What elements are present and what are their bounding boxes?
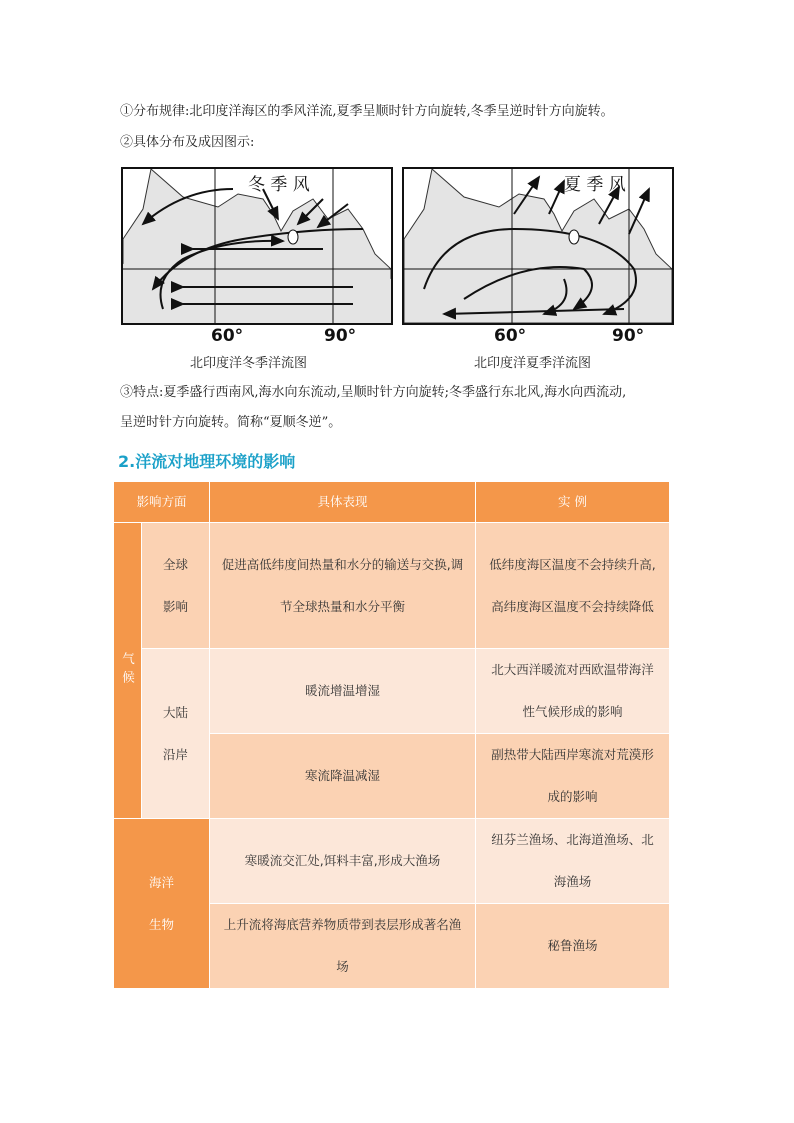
summer-map-drawing — [404, 169, 672, 323]
intro-diagram-label: ②具体分布及成因图示: — [120, 135, 255, 150]
ocean-current-impact-table — [113, 481, 670, 989]
fishery2-example-cell: 秘鲁渔场 — [476, 904, 670, 989]
table-row — [114, 819, 670, 904]
warm-current-cell: 暖流增温增湿 — [210, 649, 476, 734]
fishery1-cell: 寒暖流交汇处,饵料丰富,形成大渔场 — [210, 819, 476, 904]
winter-map-caption: 北印度洋冬季洋流图 — [190, 356, 308, 371]
fishery1-example-cell: 纽芬兰渔场、北海道渔场、北海渔场 — [476, 819, 670, 904]
feature-line-1: ③特点:夏季盛行西南风,海水向东流动,呈顺时针方向旋转;冬季盛行东北风,海水向西流动, — [120, 385, 627, 400]
table-header-row — [114, 482, 670, 523]
summer-monsoon-label: 夏 季 风 — [564, 175, 626, 195]
summer-longitude-90: 90° — [612, 326, 645, 346]
header-aspect: 影响方面 — [114, 482, 210, 523]
fishery2-cell: 上升流将海底营养物质带到表层形成著名渔场 — [210, 904, 476, 989]
summer-map-caption: 北印度洋夏季洋流图 — [474, 356, 592, 371]
feature-line-2: 呈逆时针方向旋转。简称“夏顺冬逆”。 — [120, 415, 342, 430]
header-example: 实 例 — [476, 482, 670, 523]
table-row — [114, 523, 670, 649]
marine-life-cell: 海洋生物 — [114, 819, 210, 989]
cold-example-cell: 副热带大陆西岸寒流对荒漠形成的影响 — [476, 734, 670, 819]
header-manifestation: 具体表现 — [210, 482, 476, 523]
cold-current-cell: 寒流降温减湿 — [210, 734, 476, 819]
section-title: 2.洋流对地理环境的影响 — [118, 452, 296, 471]
global-desc-cell: 促进高低纬度间热量和水分的输送与交换,调节全球热量和水分平衡 — [210, 523, 476, 649]
climate-cell: 气候 — [114, 523, 142, 819]
coast-cell: 大陆沿岸 — [142, 649, 210, 819]
warm-example-cell: 北大西洋暖流对西欧温带海洋性气候形成的影响 — [476, 649, 670, 734]
global-cell: 全球影响 — [142, 523, 210, 649]
winter-longitude-90: 90° — [324, 326, 357, 346]
intro-rule: ①分布规律:北印度洋海区的季风洋流,夏季呈顺时针方向旋转,冬季呈逆时针方向旋转。 — [120, 104, 614, 119]
summer-longitude-60: 60° — [494, 326, 527, 346]
winter-monsoon-label: 冬 季 风 — [248, 175, 310, 195]
table-row — [114, 649, 670, 734]
winter-current-map — [121, 167, 393, 325]
global-example-cell: 低纬度海区温度不会持续升高,高纬度海区温度不会持续降低 — [476, 523, 670, 649]
winter-longitude-60: 60° — [211, 326, 244, 346]
summer-current-map — [402, 167, 674, 325]
